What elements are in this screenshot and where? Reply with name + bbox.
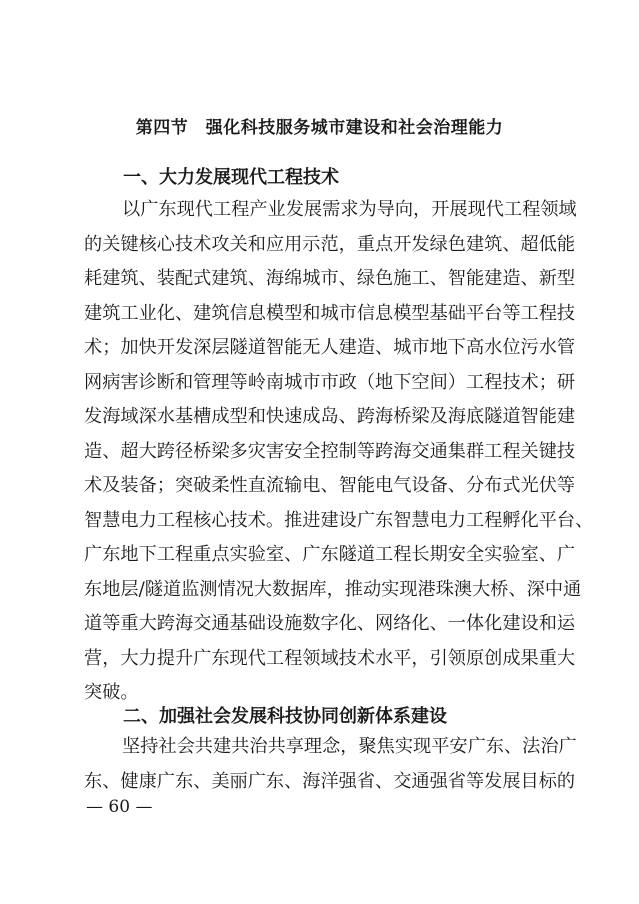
paragraph-line: 造、超大跨径桥梁多灾害安全控制等跨海交通集群工程关键技: [84, 440, 576, 462]
subsection-heading-1: 一、大力发展现代工程技术: [123, 167, 339, 188]
paragraph-line: 智慧电力工程核心技术。推进建设广东智慧电力工程孵化平台、: [84, 509, 594, 531]
paragraph-line: 术及装备；突破柔性直流输电、智能电气设备、分布式光伏等: [84, 475, 576, 496]
page-number: — 60 —: [86, 797, 153, 817]
paragraph-line: 东、健康广东、美丽广东、海洋强省、交通强省等发展目标的: [84, 770, 576, 792]
paragraph-line: 广东地下工程重点实验室、广东隧道工程长期安全实验室、广: [84, 544, 576, 565]
paragraph-line: 网病害诊断和管理等岭南城市市政（地下空间）工程技术；研: [84, 371, 576, 393]
paragraph-2: [84, 730, 577, 799]
paragraph-line: 突破。: [84, 682, 139, 703]
section-title: 第四节 强化科技服务城市建设和社会治理能力: [135, 118, 504, 138]
paragraph-line: 建筑工业化、建筑信息模型和城市信息模型基础平台等工程技: [84, 302, 576, 324]
paragraph-line: 发海域深水基槽成型和快速成岛、跨海桥梁及海底隧道智能建: [84, 406, 576, 427]
paragraph-1: [84, 193, 594, 711]
paragraph-line: 东地层/隧道监测情况大数据库，推动实现港珠澳大桥、深中通: [84, 578, 582, 600]
paragraph-line: 坚持社会共建共治共享理念，聚焦实现平安广东、法治广: [122, 736, 577, 757]
paragraph-line: 营，大力提升广东现代工程领域技术水平，引领原创成果重大: [84, 647, 576, 669]
subsection-heading-2: 二、加强社会发展科技协同创新体系建设: [123, 706, 447, 727]
paragraph-line: 耗建筑、装配式建筑、海绵城市、绿色施工、智能建造、新型: [84, 268, 576, 289]
paragraph-line: 以广东现代工程产业发展需求为导向，开展现代工程领域: [122, 199, 577, 220]
paragraph-line: 术；加快开发深层隧道智能无人建造、城市地下高水位污水管: [84, 337, 576, 358]
paragraph-line: 道等重大跨海交通基础设施数字化、网络化、一体化建设和运: [84, 613, 576, 634]
paragraph-line: 的关键核心技术攻关和应用示范，重点开发绿色建筑、超低能: [84, 233, 576, 255]
